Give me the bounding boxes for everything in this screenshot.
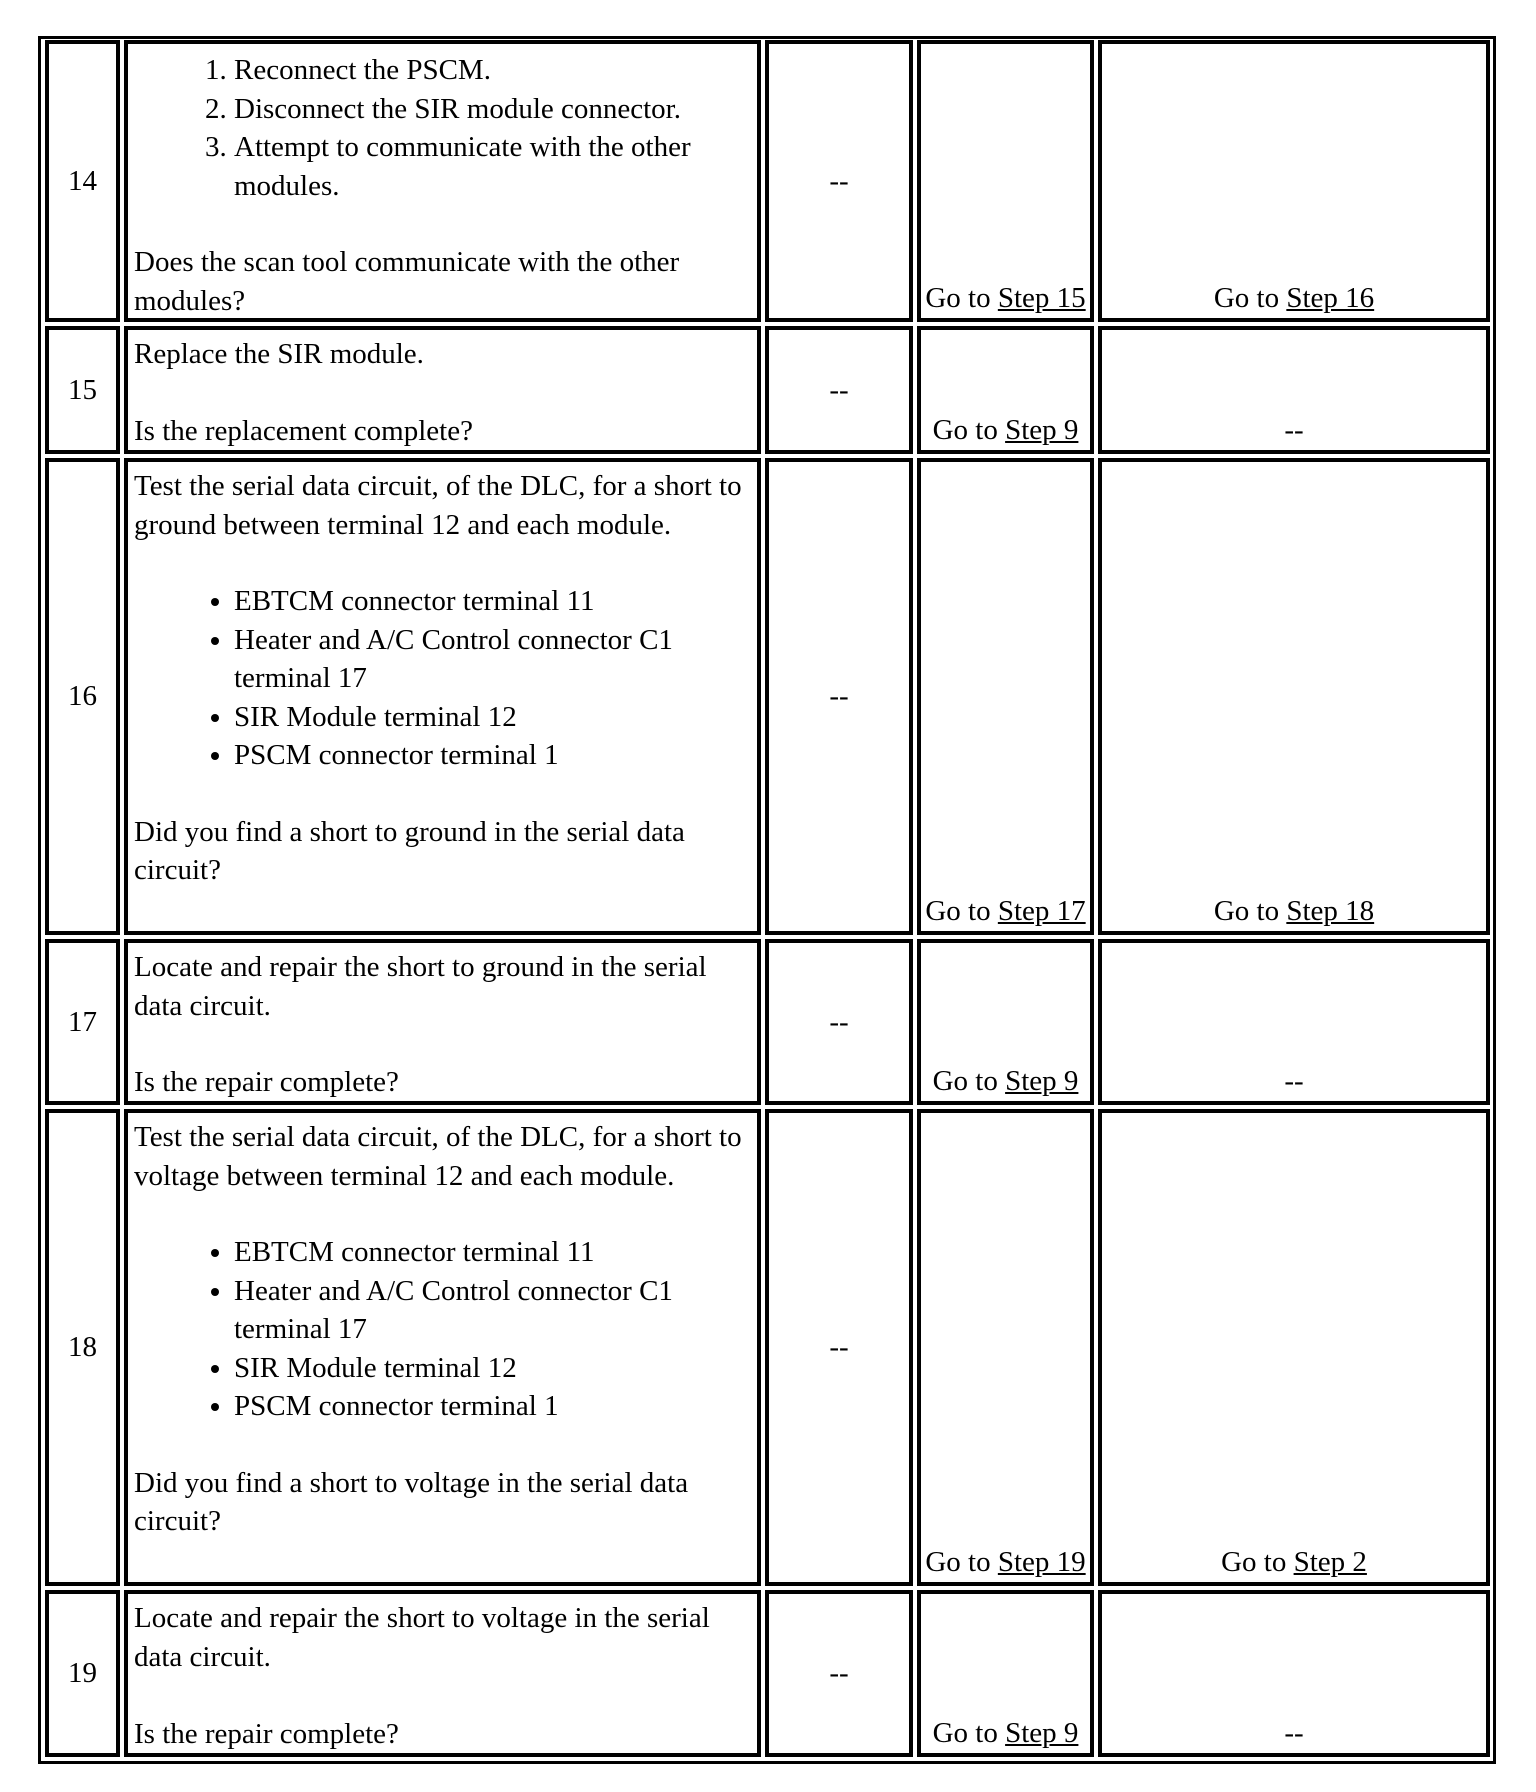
step-link[interactable]: Step 2 xyxy=(1293,1546,1367,1578)
step-number-cell xyxy=(45,939,120,1105)
no-text: Go to Step 2 xyxy=(1221,1546,1367,1578)
list-item: • SIR Module terminal 12 xyxy=(234,1349,753,1388)
yes-text: Go to Step 15 xyxy=(925,282,1086,314)
action-intro: Locate and repair the short to voltage in the serial data circuit. xyxy=(134,1602,710,1673)
no-cell xyxy=(1098,40,1490,322)
list-item: 1. Reconnect the PSCM. xyxy=(234,51,753,90)
list-item: • Heater and A/C Control connector C1 terminal 17 xyxy=(234,621,753,698)
value-cell xyxy=(765,458,913,935)
step-number: 16 xyxy=(68,680,97,712)
value-cell xyxy=(765,40,913,322)
yes-text: Go to Step 17 xyxy=(925,895,1086,927)
step-number-cell xyxy=(45,1109,120,1586)
no-cell xyxy=(1098,326,1490,454)
yes-cell xyxy=(917,939,1094,1105)
step-number: 15 xyxy=(68,373,97,406)
value-cell xyxy=(765,1590,913,1757)
step-link[interactable]: Step 19 xyxy=(997,1546,1086,1578)
value-text: -- xyxy=(829,1005,849,1038)
step-link[interactable]: Step 9 xyxy=(1005,414,1079,446)
no-text: -- xyxy=(1284,1717,1304,1749)
value-text: -- xyxy=(829,1331,849,1363)
list-item: 2. Disconnect the SIR module connector. xyxy=(234,90,753,129)
action-cell xyxy=(124,939,761,1105)
list-item: 3. Attempt to communicate with the other modules. xyxy=(234,128,753,205)
yes-cell xyxy=(917,326,1094,454)
list-item: • EBTCM connector terminal 11 xyxy=(234,1233,753,1272)
action-question: Did you find a short to voltage in the serial data circuit? xyxy=(134,1466,689,1537)
action-question: Is the replacement complete? xyxy=(134,414,473,447)
value-cell xyxy=(765,1109,913,1586)
yes-text: Go to Step 9 xyxy=(932,1717,1079,1749)
yes-cell xyxy=(917,1590,1094,1757)
yes-text: Go to Step 19 xyxy=(925,1546,1086,1578)
no-text: Go to Step 16 xyxy=(1213,282,1375,314)
no-cell xyxy=(1098,1109,1490,1586)
step-link[interactable]: Step 18 xyxy=(1286,895,1375,927)
action-cell xyxy=(124,1590,761,1757)
step-link[interactable]: Step 9 xyxy=(1005,1065,1079,1097)
step-number: 18 xyxy=(68,1331,97,1363)
yes-cell xyxy=(917,1109,1094,1586)
ordered-steps xyxy=(134,51,753,205)
action-cell xyxy=(124,40,761,322)
step-number-cell xyxy=(45,40,120,322)
action-question: Did you find a short to ground in the serial data circuit? xyxy=(134,815,685,886)
no-text: -- xyxy=(1284,414,1304,446)
action-cell xyxy=(124,458,761,935)
bullet-list xyxy=(134,582,753,775)
list-item: • PSCM connector terminal 1 xyxy=(234,1387,753,1426)
step-link[interactable]: Step 16 xyxy=(1286,282,1375,314)
no-text: -- xyxy=(1284,1065,1304,1097)
value-cell xyxy=(765,326,913,454)
step-number: 19 xyxy=(68,1657,97,1689)
yes-text: Go to Step 9 xyxy=(932,1065,1079,1097)
step-link[interactable]: Step 15 xyxy=(997,282,1086,314)
action-cell xyxy=(124,326,761,454)
value-cell xyxy=(765,939,913,1105)
value-text: -- xyxy=(829,1657,849,1689)
action-intro: Replace the SIR module. xyxy=(134,338,424,370)
action-intro: Test the serial data circuit, of the DLC, for a short to ground between terminal 12 and each module. xyxy=(134,470,742,541)
yes-cell xyxy=(917,458,1094,935)
list-item: • EBTCM connector terminal 11 xyxy=(234,582,753,621)
list-item: • SIR Module terminal 12 xyxy=(234,698,753,737)
value-text: -- xyxy=(829,164,849,197)
value-text: -- xyxy=(829,680,849,712)
no-cell xyxy=(1098,1590,1490,1757)
no-text: Go to Step 18 xyxy=(1213,895,1375,927)
action-question: Is the repair complete? xyxy=(134,1065,399,1098)
step-number-cell xyxy=(45,458,120,935)
bullet-list xyxy=(134,1233,753,1426)
step-number: 14 xyxy=(68,164,97,197)
list-item: • Heater and A/C Control connector C1 terminal 17 xyxy=(234,1272,753,1349)
yes-cell xyxy=(917,40,1094,322)
action-question: Does the scan tool communicate with the other modules? xyxy=(134,246,680,317)
list-item: • PSCM connector terminal 1 xyxy=(234,736,753,775)
step-number-cell xyxy=(45,326,120,454)
value-text: -- xyxy=(829,373,849,406)
step-number-cell xyxy=(45,1590,120,1757)
action-intro: Locate and repair the short to ground in the serial data circuit. xyxy=(134,951,707,1022)
action-question: Is the repair complete? xyxy=(134,1717,399,1750)
step-link[interactable]: Step 9 xyxy=(1005,1717,1079,1749)
no-cell xyxy=(1098,458,1490,935)
action-intro: Test the serial data circuit, of the DLC, for a short to voltage between terminal 12 and each module. xyxy=(134,1121,742,1192)
yes-text: Go to Step 9 xyxy=(932,414,1079,446)
no-cell xyxy=(1098,939,1490,1105)
step-number: 17 xyxy=(68,1005,97,1038)
action-cell xyxy=(124,1109,761,1586)
step-link[interactable]: Step 17 xyxy=(997,895,1086,927)
